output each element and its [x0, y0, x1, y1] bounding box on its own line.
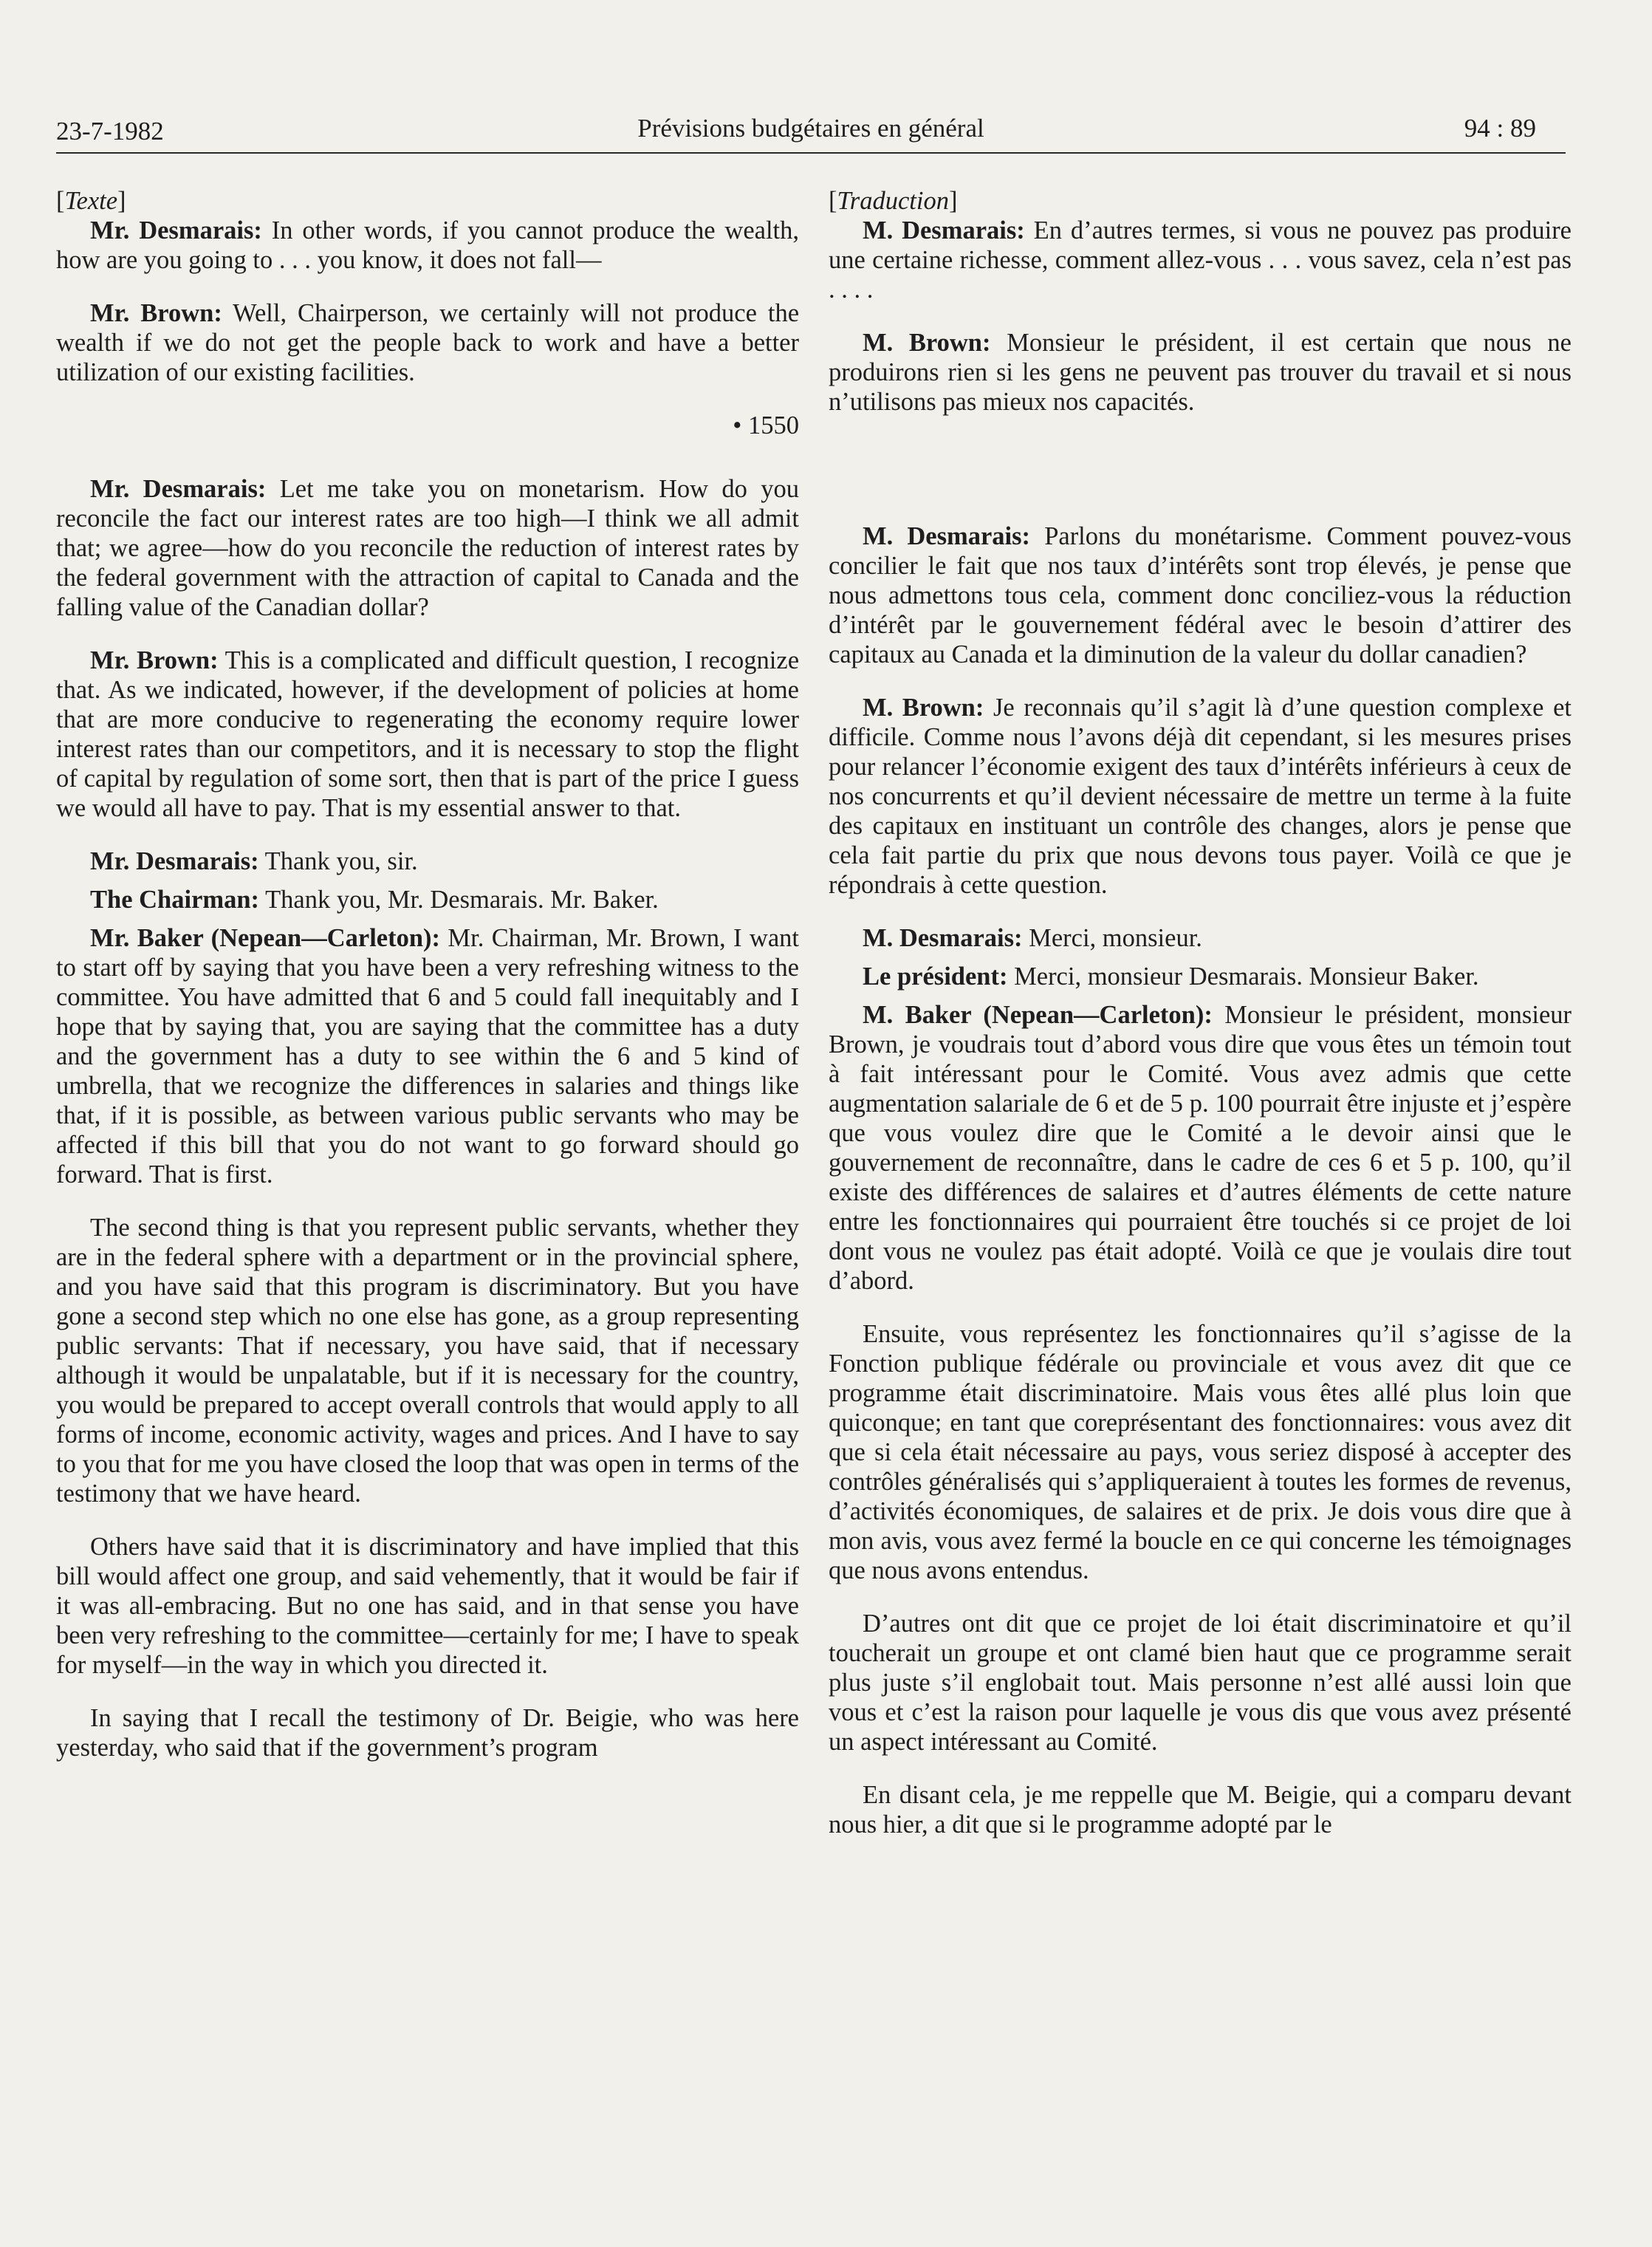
speaker-name: M. Baker (Nepean—Carleton): [863, 1001, 1213, 1029]
paragraph-en-1 [56, 216, 799, 275]
paragraph-en-5 [56, 847, 799, 876]
paragraph-en-7 [56, 923, 799, 1189]
page-date: 23-7-1982 [56, 117, 164, 146]
page-header [56, 111, 1566, 154]
speech-text: Ensuite, vous représentez les fonctionnaires qu’il s’agisse de la Fonction publique fédérale ou provinciale et vous avez dit que ce programme était discriminatoire. Mais vous êtes allé plus loin que quiconque; en tant que coreprésentant des fonctionnaires: vous avez dit que si cela était nécessaire au pays, vous seriez disposé à accepter des contrôles généralisés qui s’appliqueraient à toutes les formes de revenus, d’activités économiques, de salaires et de prix. Je dois vous dire que à mon avis, vous avez fermé la boucle en ce qui concerne les témoignages que nous avons entendus. [829, 1320, 1572, 1584]
speech-text: Others have said that it is discriminatory and have implied that this bill would affect one group, and said vehemently, that it would be fair if it was all-embracing. But no one has said, and in that sense you have been very refreshing to the committee—certainly for me; I have to speak for myself—in the way in which you directed it. [56, 1533, 799, 1679]
speaker-name: Mr. Brown: [90, 646, 219, 674]
speech-text: Thank you, Mr. Desmarais. Mr. Baker. [259, 886, 659, 914]
page-number: 94 : 89 [1464, 114, 1536, 143]
speech-text: In other words, if you cannot produce the wealth, how are you going to . . . you know, it does not fall— [56, 216, 799, 274]
speech-text: Let me take you on monetarism. How do you reconcile the fact our interest rates are too high—I think we all admit that; we agree—how do you reconcile the reduction of interest rates by the federal government with the attraction of capital to Canada and the falling value of the Canadian dollar? [56, 475, 799, 621]
paragraph-fr-2 [829, 328, 1572, 417]
speaker-name: M. Brown: [863, 329, 991, 357]
speaker-name: Mr. Desmarais: [90, 216, 262, 244]
speech-text: En d’autres termes, si vous ne pouvez pas produire une certaine richesse, comment allez-vous . . . vous savez, cela n’est pas . . . . [829, 216, 1572, 304]
paragraph-en-8 [56, 1213, 799, 1508]
speech-text: Je reconnais qu’il s’agit là d’une question complexe et difficile. Comme nous l’avons déjà dit cependant, si les mesures prises pour relancer l’économie exigent des taux d’intérêts inférieurs à ceux de nos concurrents et qu’il devient nécessaire de mettre un terme à la fuite des capitaux en instituant un contrôle des changes, alors je pense que cela fait partie du prix que nous devons tous payer. Voilà ce que je répondrais à cette question. [829, 694, 1572, 899]
paragraph-en-4 [56, 646, 799, 823]
paragraph-en-3 [56, 474, 799, 622]
speaker-name: M. Desmarais: [863, 522, 1031, 550]
paragraph-fr-9 [829, 1609, 1572, 1757]
speech-text: Merci, monsieur. [1022, 924, 1202, 952]
paragraph-fr-6 [829, 962, 1572, 991]
speech-text: Monsieur le président, il est certain que nous ne produirons rien si les gens ne peuvent pas trouver du travail et si nous n’utilisons pas mieux nos capacités. [829, 329, 1572, 416]
speaker-name: M. Desmarais: [863, 216, 1025, 244]
speech-text: The second thing is that you represent public servants, whether they are in the federal sphere with a department or in the provincial sphere, and you have said that this program is discriminatory. But you have gone a second step which no one else has gone, as a group representing public servants: That if necessary, you have said, that if necessary although it would be unpalatable, but if it is necessary for the country, you would be prepared to accept overall controls that would apply to all forms of income, economic activity, wages and prices. And I have to say to you that for me you have closed the loop that was open in terms of the testimony that we have heard. [56, 1214, 800, 1508]
language-tag: [Texte] [56, 187, 126, 215]
speaker-name: M. Desmarais: [863, 924, 1023, 952]
paragraph-fr-3 [829, 521, 1572, 669]
speech-text: En disant cela, je me reppelle que M. Beigie, qui a comparu devant nous hier, a dit que si le programme adopté par le [829, 1781, 1572, 1839]
speaker-name: Le président: [863, 962, 1008, 991]
speaker-name: Mr. Brown: [90, 299, 222, 327]
paragraph-fr-8 [829, 1319, 1572, 1585]
speech-text: Monsieur le président, monsieur Brown, je voudrais tout d’abord vous dire que vous êtes un témoin tout à fait intéressant pour le Comité. Vous avez admis que cette augmentation salariale de 6 et de 5 p. 100 pourrait être injuste et j’espère que vous voulez dire que le Comité a le devoir ainsi que le gouvernement de reconnaître, dans le cadre de ces 6 et 5 p. 100, qu’il existe des différences de salaires et d’autres éléments de cette nature entre les fonctionnaires qui pourraient être touchés si ce projet de loi dont vous ne voulez pas était adopté. Voilà ce que je voulais dire tout d’abord. [829, 1001, 1572, 1295]
speech-text: Parlons du monétarisme. Comment pouvez-vous concilier le fait que nos taux d’intérêts sont trop élevés, je pense que nous admettons tous cela, comment donc conciliez-vous la réduction d’intérêt par le gouvernement fédéral avec le besoin d’attirer des capitaux au Canada et la diminution de la valeur du dollar canadien? [829, 522, 1572, 668]
speaker-name: M. Brown: [863, 694, 984, 722]
paragraph-en-2 [56, 298, 799, 387]
paragraph-fr-10 [829, 1780, 1572, 1839]
speaker-name: Mr. Baker (Nepean—Carleton): [90, 924, 441, 952]
speaker-name: The Chairman: [90, 886, 260, 914]
speech-text: In saying that I recall the testimony of Dr. Beigie, who was here yesterday, who said that if the government’s program [56, 1704, 799, 1762]
time-stamp: • 1550 [733, 411, 799, 440]
paragraph-fr-7 [829, 1000, 1572, 1296]
page-title: Prévisions budgétaires en général [637, 114, 984, 143]
french-column [829, 186, 1572, 1863]
speech-text: Thank you, sir. [258, 847, 418, 875]
english-column [56, 186, 799, 1786]
paragraph-fr-5 [829, 923, 1572, 953]
speech-text: Merci, monsieur Desmarais. Monsieur Baker. [1007, 962, 1479, 991]
paragraph-en-6 [56, 885, 799, 914]
speech-text: Mr. Chairman, Mr. Brown, I want to start off by saying that you have been a very refreshing witness to the committee. You have admitted that 6 and 5 could fall inequitably and I hope that by saying that, you are saying that the committee has a duty and the government has a duty to see within the 6 and 5 kind of umbrella, that we recognize the differences in salaries and things like that, if it is possible, as between various public servants who may be affected if this bill that you do not want to go forward should go forward. That is first. [56, 924, 799, 1189]
paragraph-en-10 [56, 1703, 799, 1762]
paragraph-fr-4 [829, 693, 1572, 900]
column-spacer [829, 440, 1572, 521]
paragraph-fr-1 [829, 216, 1572, 304]
speech-text: This is a complicated and difficult question, I recognize that. As we indicated, however, if the development of policies at home that are more conducive to regenerating the economy require lower interest rates than our competitors, and it is necessary to stop the flight of capital by regulation of some sort, then that is part of the price I guess we would all have to pay. That is my essential answer to that. [56, 646, 800, 822]
speaker-name: Mr. Desmarais: [90, 475, 267, 503]
language-tag: [Traduction] [829, 187, 958, 215]
speech-text: D’autres ont dit que ce projet de loi était discriminatoire et qu’il toucherait un groupe et ont clamé bien haut que ce programme serait plus juste s’il englobait tout. Mais personne n’est allé aussi loin que vous et c’est la raison pour laquelle je vous dis que vous avez présenté un aspect intéressant au Comité. [829, 1610, 1572, 1756]
speech-text: Well, Chairperson, we certainly will not produce the wealth if we do not get the people back to work and have a better utilization of our existing facilities. [56, 299, 800, 386]
speaker-name: Mr. Desmarais: [90, 847, 259, 875]
paragraph-en-9 [56, 1532, 799, 1680]
